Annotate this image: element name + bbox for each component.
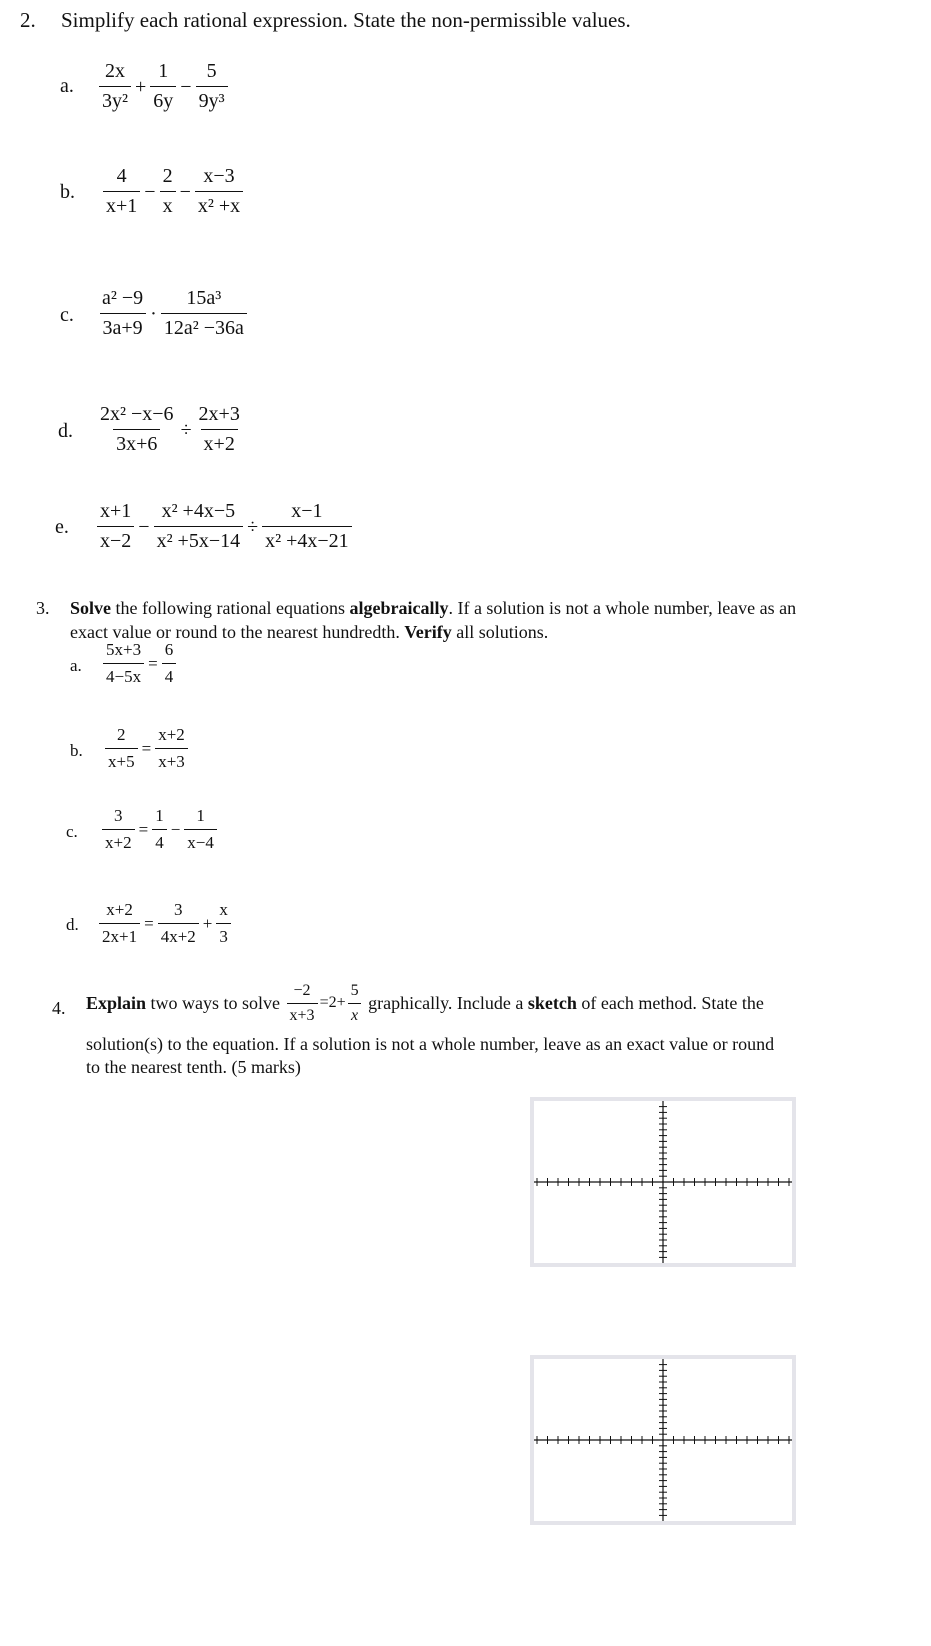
q3-c-operator: − [170, 819, 181, 839]
q3-a-denominator: 4 [162, 663, 177, 687]
q3-text-1: the following rational equations [111, 598, 350, 618]
q3-expr-c [101, 806, 218, 852]
q2-a-numerator: 2x [105, 60, 125, 82]
q3-label-b: b. [70, 741, 83, 760]
q3-expr-b [104, 725, 189, 771]
q2-e-numerator: x² +4x−5 [161, 500, 236, 522]
q3-c-denominator: x+2 [102, 829, 135, 853]
q3-c-numerator: 1 [196, 806, 205, 825]
q4-text-1: two ways to solve [146, 993, 285, 1014]
q3-a-numerator: 5x+3 [106, 640, 142, 659]
q3-a-fraction [103, 640, 144, 686]
q3-text-3: all solutions. [451, 622, 549, 642]
q3-d-numerator: x+2 [106, 900, 133, 919]
q3-d-numerator: 3 [173, 900, 183, 919]
q2-a-denominator: 6y [150, 86, 176, 113]
q2-b-fraction [195, 165, 243, 218]
q4-frac2-den: x [348, 1003, 361, 1025]
q2-c-denominator: 3a+9 [100, 313, 146, 340]
q3-label-d: d. [66, 915, 79, 934]
q2-d-numerator: 2x² −x−6 [100, 403, 174, 425]
q2-a-denominator: 9y³ [196, 86, 228, 113]
q3-d-fraction [99, 900, 140, 946]
q3-a-numerator: 6 [164, 640, 174, 659]
q3-label-a: a. [70, 656, 82, 675]
q2-c-numerator: a² −9 [102, 287, 144, 309]
q4-equation-frac-1 [287, 982, 318, 1024]
q2-c-operator: · [150, 302, 157, 325]
q4-frac1-num: −2 [293, 982, 311, 999]
q3-d-denominator: 2x+1 [99, 923, 140, 947]
q2-e-denominator: x² +4x−21 [262, 526, 352, 553]
q3-c-operator: = [138, 819, 149, 839]
q2-expr-b [102, 165, 244, 218]
q3-a-operator: = [148, 653, 158, 673]
q2-a-operator: − [180, 75, 192, 98]
q2-b-denominator: x² +x [195, 191, 243, 218]
q2-c-numerator: 15a³ [186, 287, 222, 309]
q3-b-fraction [105, 725, 138, 771]
q4-explain-word: Explain [86, 993, 147, 1014]
q2-e-fraction [97, 500, 134, 553]
q3-d-numerator: x [219, 900, 228, 919]
q2-b-numerator: 2 [162, 165, 173, 187]
q3-label-c: c. [66, 822, 78, 841]
q2-expr-a [98, 60, 229, 113]
q3-c-denominator: 4 [152, 829, 167, 853]
q3-prompt [70, 596, 830, 644]
q2-prompt: Simplify each rational expression. State the non-permissible values. [61, 8, 631, 32]
q2-d-numerator: 2x+3 [198, 403, 240, 425]
q3-c-fraction [152, 806, 167, 852]
q2-label-b: b. [60, 181, 75, 203]
q3-b-denominator: x+5 [105, 748, 138, 772]
q3-d-operator: + [202, 913, 213, 933]
q4-number: 4. [52, 998, 66, 1018]
q3-d-denominator: 3 [216, 923, 231, 947]
q4-line-1 [86, 982, 764, 1024]
q2-e-denominator: x² +5x−14 [154, 526, 244, 553]
q2-e-fraction [154, 500, 244, 553]
sketch-grid-1[interactable] [530, 1097, 796, 1267]
q4-equation-frac-2 [348, 982, 362, 1024]
q3-b-numerator: 2 [117, 725, 126, 744]
q3-b-operator: = [141, 738, 152, 758]
q2-e-operator: ÷ [247, 515, 259, 538]
q2-e-numerator: x−1 [291, 500, 323, 522]
q3-a-denominator: 4−5x [103, 663, 144, 687]
q2-label-e: e. [55, 516, 69, 538]
q3-expr-a [102, 640, 177, 686]
q3-algebraically-word: algebraically [349, 598, 449, 618]
q3-a-fraction [162, 640, 177, 686]
q4-line-2: solution(s) to the equation. If a solution is not a whole number, leave as an exact value or round [86, 1034, 775, 1054]
q2-b-numerator: x−3 [203, 165, 235, 187]
q3-d-operator: = [144, 913, 154, 933]
q3-b-numerator: x+2 [158, 725, 185, 744]
q2-a-denominator: 3y² [99, 86, 131, 113]
q3-c-fraction [184, 806, 217, 852]
q2-label-a: a. [60, 75, 74, 97]
q2-c-fraction [99, 287, 146, 340]
q3-d-denominator: 4x+2 [158, 923, 199, 947]
q2-d-denominator: 3x+6 [113, 429, 160, 456]
q2-d-denominator: x+2 [201, 429, 238, 456]
q3-expr-d [98, 900, 232, 946]
q2-a-numerator: 1 [158, 60, 169, 82]
q2-b-denominator: x+1 [103, 191, 140, 218]
q2-d-fraction [196, 403, 243, 456]
q4-frac1-den: x+3 [287, 1003, 318, 1025]
q2-e-numerator: x+1 [100, 500, 132, 522]
q3-c-fraction [102, 806, 135, 852]
q2-a-numerator: 5 [206, 60, 217, 82]
q4-sketch-word: sketch [527, 993, 577, 1014]
sketch-grid-2[interactable] [530, 1355, 796, 1525]
q4-text-3: of each method. State the [576, 993, 764, 1014]
q2-b-operator: − [179, 180, 191, 203]
q2-label-c: c. [60, 304, 74, 326]
q2-c-fraction [161, 287, 247, 340]
q2-c-denominator: 12a² −36a [161, 313, 247, 340]
q3-solve-word: Solve [70, 598, 112, 618]
q2-b-fraction [160, 165, 176, 218]
q2-e-denominator: x−2 [97, 526, 134, 553]
q2-expr-c [98, 287, 248, 340]
q3-c-numerator: 3 [114, 806, 123, 825]
q4-equation-middle: =2+ [319, 994, 346, 1012]
q3-verify-word: Verify [404, 622, 452, 642]
q2-a-operator: + [135, 75, 147, 98]
q2-e-operator: − [138, 515, 150, 538]
coordinate-axes-2 [534, 1359, 792, 1521]
q2-number: 2. [20, 8, 36, 32]
q2-a-fraction [150, 60, 176, 113]
q2-label-d: d. [58, 420, 73, 442]
q2-a-fraction [99, 60, 131, 113]
q3-d-fraction [158, 900, 199, 946]
coordinate-axes-1 [534, 1101, 792, 1263]
q3-d-fraction [216, 900, 231, 946]
q2-expr-e [96, 500, 353, 553]
q3-text-2: . If a solution is not a whole number, leave as an exact value or round to the nearest hundredth. [70, 598, 797, 642]
q2-e-fraction [262, 500, 352, 553]
q3-number: 3. [36, 598, 50, 618]
q4-line-3: to the nearest tenth. (5 marks) [86, 1057, 301, 1077]
q2-expr-d [96, 403, 244, 456]
q3-c-denominator: x−4 [184, 829, 217, 853]
q4-text-2: graphically. Include a [363, 993, 528, 1014]
q3-c-numerator: 1 [155, 806, 164, 825]
q2-b-fraction [103, 165, 140, 218]
q2-b-denominator: x [160, 191, 176, 218]
q2-d-fraction [97, 403, 177, 456]
q2-b-operator: − [144, 180, 156, 203]
q3-b-denominator: x+3 [155, 748, 188, 772]
q4-frac2-num: 5 [350, 982, 359, 999]
q3-b-fraction [155, 725, 188, 771]
q2-b-numerator: 4 [116, 165, 127, 187]
q2-a-fraction [196, 60, 228, 113]
q2-d-operator: ÷ [180, 418, 192, 441]
